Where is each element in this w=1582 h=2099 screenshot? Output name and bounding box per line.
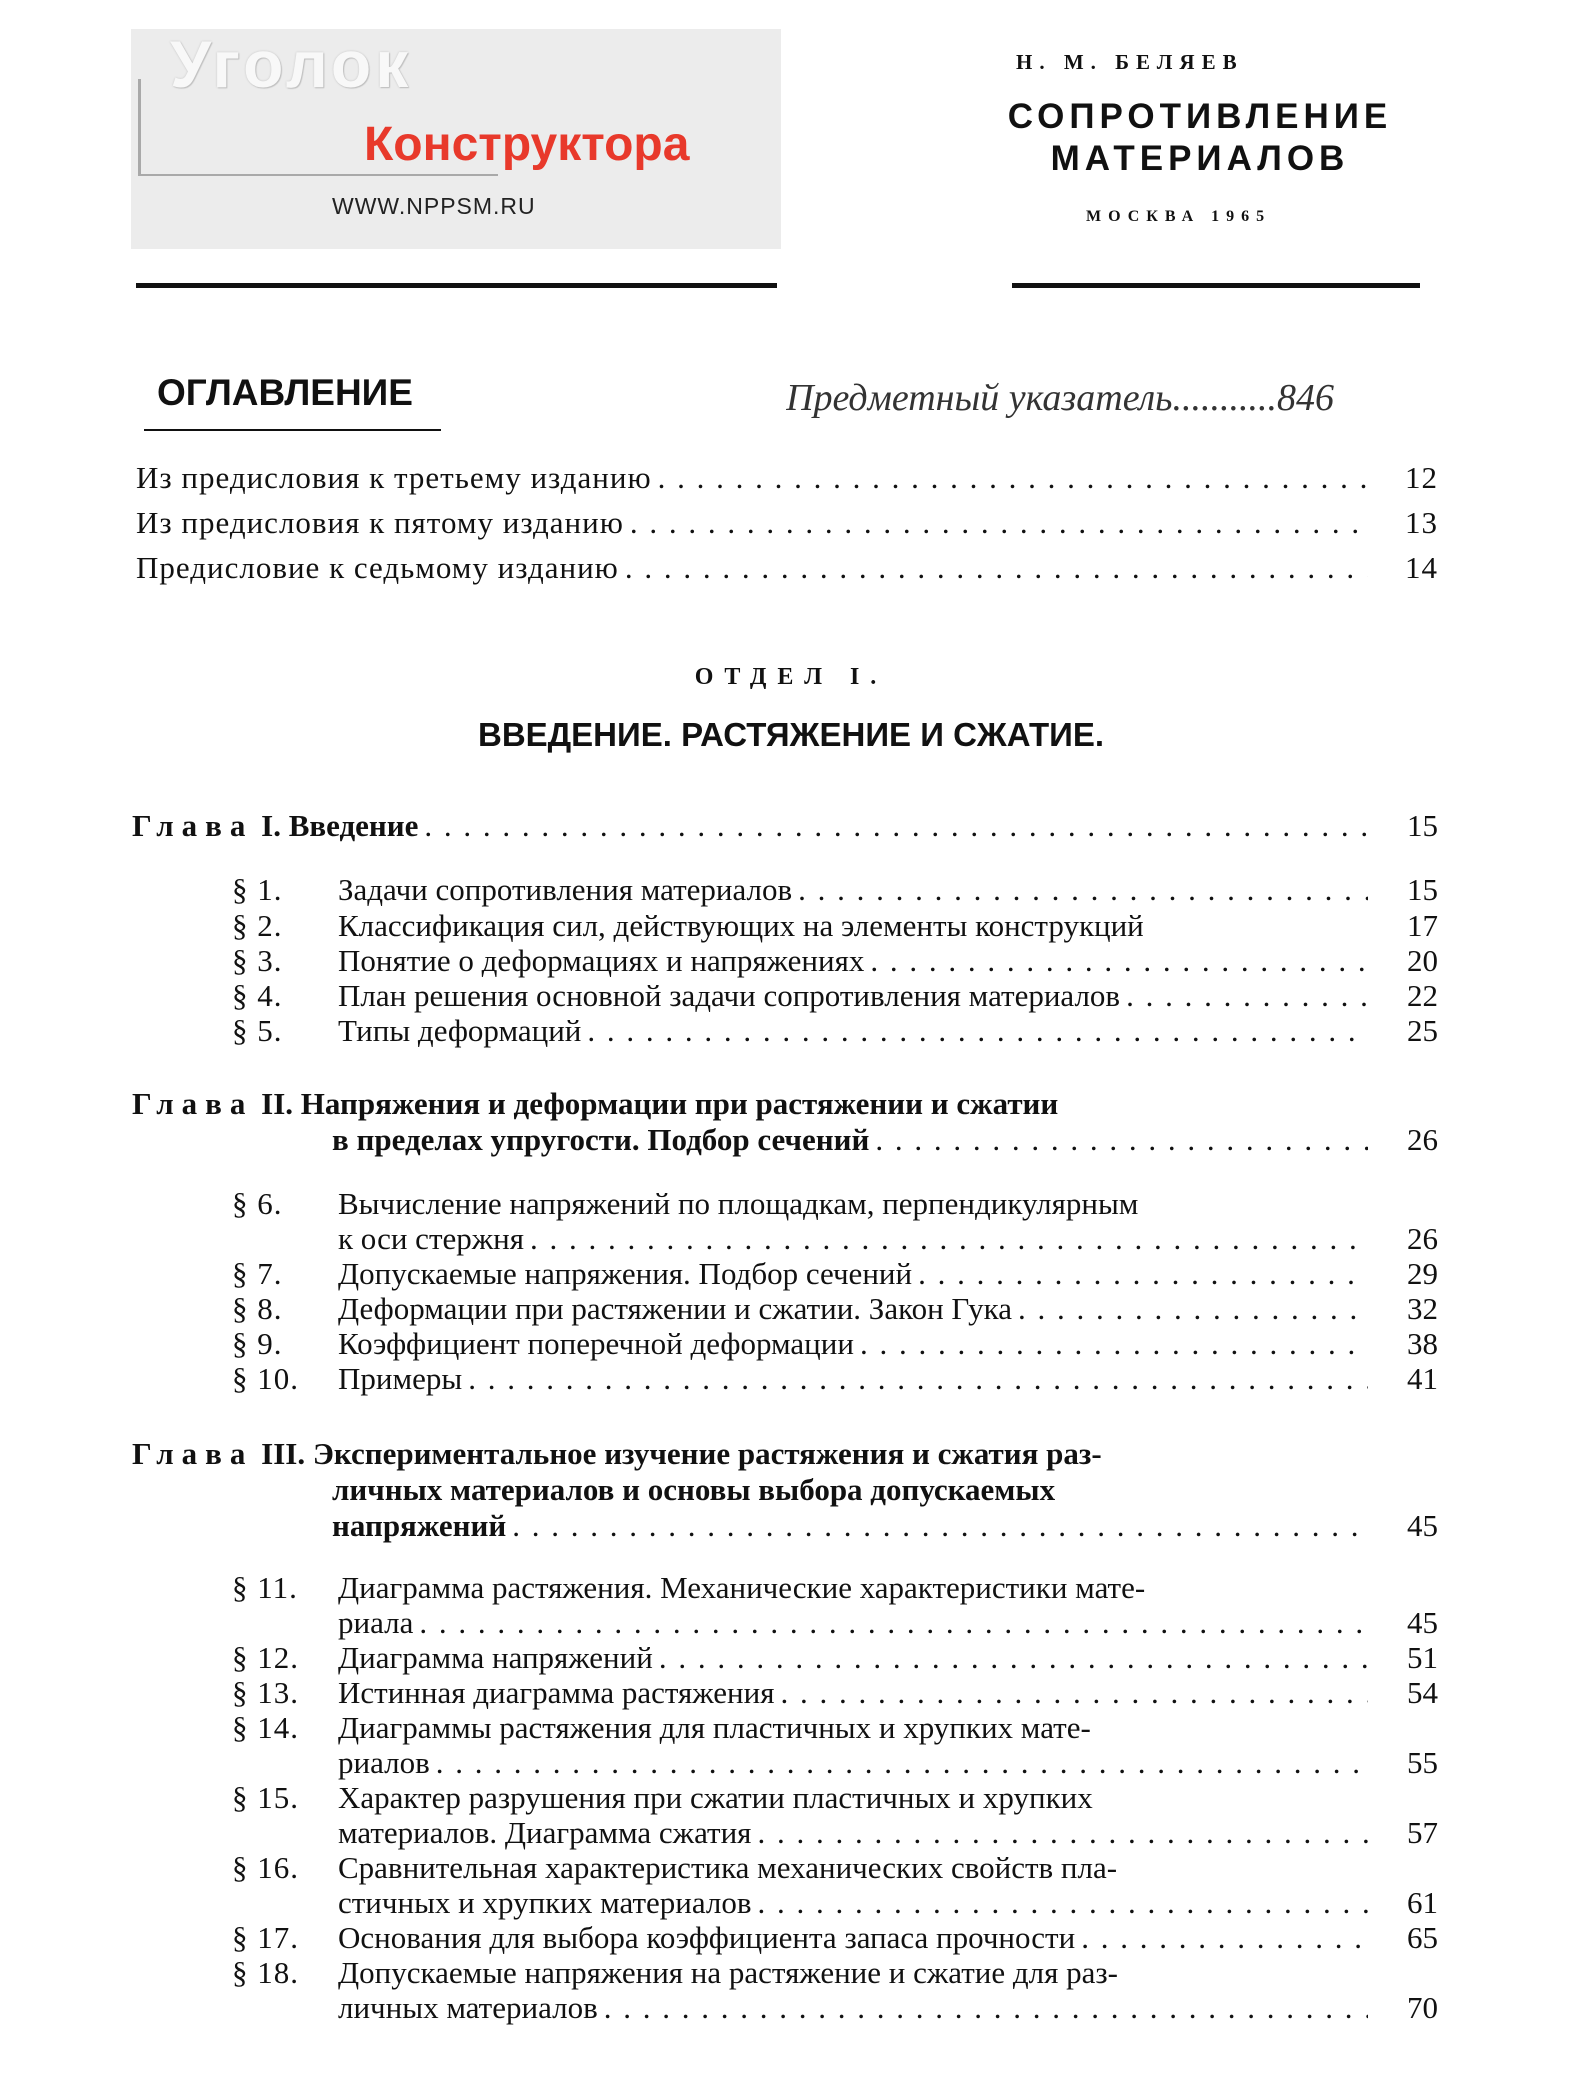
chapter-title-line2: личных материалов и основы выбора допускаемых bbox=[332, 1472, 1056, 1507]
section-label: ОТДЕЛ I. bbox=[694, 664, 888, 690]
toc-paragraph-13[interactable] bbox=[232, 1675, 1438, 1710]
chapter-page: 45 bbox=[1407, 1508, 1438, 1543]
toc-entry-preface-5[interactable] bbox=[136, 505, 1438, 540]
toc-paragraph-14[interactable] bbox=[232, 1710, 1438, 1745]
toc-paragraph-5[interactable] bbox=[232, 1013, 1438, 1048]
chapter-title-line1: Экспериментальное изучение растяжения и сжатия раз- bbox=[312, 1436, 1102, 1471]
toc-paragraph-18[interactable] bbox=[232, 1955, 1438, 1990]
paragraph-page: 41 bbox=[1407, 1361, 1438, 1396]
paragraph-title: Основания для выбора коэффициента запаса прочности bbox=[338, 1920, 1076, 1955]
paragraph-page: 51 bbox=[1407, 1640, 1438, 1675]
toc-paragraph-1[interactable] bbox=[232, 872, 1438, 907]
toc-chapter-3-cont[interactable] bbox=[332, 1508, 1438, 1543]
toc-paragraph-3[interactable] bbox=[232, 943, 1438, 978]
logo-divider bbox=[138, 79, 141, 176]
toc-paragraph-16-cont[interactable] bbox=[338, 1885, 1438, 1920]
toc-heading-underline bbox=[144, 429, 441, 431]
toc-paragraph-6[interactable] bbox=[232, 1186, 1438, 1221]
paragraph-number: § 4. bbox=[232, 978, 283, 1013]
toc-paragraph-6-cont[interactable] bbox=[338, 1221, 1438, 1256]
paragraph-title: Задачи сопротивления материалов bbox=[338, 872, 793, 907]
subject-index-link[interactable]: Предметный указатель...........846 bbox=[786, 377, 1334, 419]
chapter-number: I. bbox=[261, 808, 281, 843]
paragraph-title-line2: риала bbox=[338, 1605, 414, 1640]
paragraph-page: 57 bbox=[1407, 1815, 1438, 1850]
paragraph-title: Истинная диаграмма растяжения bbox=[338, 1675, 775, 1710]
toc-paragraph-7[interactable] bbox=[232, 1256, 1438, 1291]
paragraph-number: § 3. bbox=[232, 943, 283, 978]
paragraph-number: § 14. bbox=[232, 1710, 299, 1745]
entry-title: Предисловие к седьмому изданию bbox=[136, 550, 619, 585]
paragraph-number: § 9. bbox=[232, 1326, 283, 1361]
chapter-label: Глава bbox=[132, 808, 254, 843]
paragraph-page: 22 bbox=[1407, 978, 1438, 1013]
toc-paragraph-8[interactable] bbox=[232, 1291, 1438, 1326]
toc-paragraph-10[interactable] bbox=[232, 1361, 1438, 1396]
toc-chapter-3[interactable] bbox=[132, 1436, 1438, 1471]
paragraph-title: Диаграмма напряжений bbox=[338, 1640, 653, 1675]
entry-title: Из предисловия к третьему изданию bbox=[136, 460, 652, 495]
paragraph-number: § 11. bbox=[232, 1570, 298, 1605]
toc-paragraph-15[interactable] bbox=[232, 1780, 1438, 1815]
paragraph-title-line1: Диаграмма растяжения. Механические характеристики мате- bbox=[338, 1570, 1146, 1605]
book-city-year: МОСКВА 1965 bbox=[1086, 208, 1272, 225]
entry-page: 13 bbox=[1405, 505, 1438, 540]
paragraph-page: 61 bbox=[1407, 1885, 1438, 1920]
paragraph-title: Допускаемые напряжения. Подбор сечений bbox=[338, 1256, 913, 1291]
paragraph-number: § 17. bbox=[232, 1920, 299, 1955]
entry-page: 14 bbox=[1405, 550, 1438, 585]
paragraph-title-line1: Характер разрушения при сжатии пластичных и хрупких bbox=[338, 1780, 1093, 1815]
paragraph-title: Типы деформаций bbox=[338, 1013, 582, 1048]
entry-page: 12 bbox=[1405, 460, 1438, 495]
toc-paragraph-14-cont[interactable] bbox=[338, 1745, 1438, 1780]
paragraph-title: Примеры bbox=[338, 1361, 463, 1396]
paragraph-title-line1: Сравнительная характеристика механических свойств пла- bbox=[338, 1850, 1118, 1885]
chapter-number: II. bbox=[261, 1086, 294, 1121]
paragraph-title-line1: Вычисление напряжений по площадкам, перпендикулярным bbox=[338, 1186, 1139, 1221]
paragraph-number: § 8. bbox=[232, 1291, 283, 1326]
toc-paragraph-15-cont[interactable] bbox=[338, 1815, 1438, 1850]
paragraph-page: 54 bbox=[1407, 1675, 1438, 1710]
paragraph-title: Коэффициент поперечной деформации bbox=[338, 1326, 854, 1361]
toc-entry-preface-7[interactable] bbox=[136, 550, 1438, 585]
toc-entry-preface-3[interactable] bbox=[136, 460, 1438, 495]
book-title-line2: МАТЕРИАЛОВ bbox=[1050, 139, 1350, 178]
header-rule-right bbox=[1012, 283, 1420, 288]
paragraph-title: План решения основной задачи сопротивления материалов bbox=[338, 978, 1121, 1013]
book-author: Н. М. БЕЛЯЕВ bbox=[1016, 50, 1244, 74]
section-title: ВВЕДЕНИЕ. РАСТЯЖЕНИЕ И СЖАТИЕ. bbox=[477, 716, 1105, 753]
logo-main-text: Конструктора bbox=[364, 118, 690, 171]
paragraph-page: 15 bbox=[1407, 872, 1438, 907]
toc-paragraph-2[interactable] bbox=[232, 908, 1438, 943]
paragraph-page: 32 bbox=[1407, 1291, 1438, 1326]
paragraph-number: § 10. bbox=[232, 1361, 299, 1396]
paragraph-number: § 16. bbox=[232, 1850, 299, 1885]
chapter-label: Глава bbox=[132, 1086, 254, 1121]
toc-chapter-1[interactable] bbox=[132, 808, 1438, 843]
paragraph-title-line2: стичных и хрупких материалов bbox=[338, 1885, 752, 1920]
paragraph-page: 70 bbox=[1407, 1990, 1438, 2025]
paragraph-title: Понятие о деформациях и напряжениях bbox=[338, 943, 865, 978]
toc-paragraph-11-cont[interactable] bbox=[338, 1605, 1438, 1640]
paragraph-title: Классификация сил, действующих на элементы конструкций bbox=[338, 908, 1144, 943]
toc-heading: ОГЛАВЛЕНИЕ bbox=[157, 372, 413, 413]
toc-paragraph-17[interactable] bbox=[232, 1920, 1438, 1955]
book-title-line1: СОПРОТИВЛЕНИЕ bbox=[1007, 97, 1393, 136]
paragraph-title-line1: Допускаемые напряжения на растяжение и сжатие для раз- bbox=[338, 1955, 1118, 1990]
paragraph-title-line2: личных материалов bbox=[338, 1990, 598, 2025]
paragraph-page: 55 bbox=[1407, 1745, 1438, 1780]
chapter-page: 15 bbox=[1407, 808, 1438, 843]
paragraph-title-line2: к оси стержня bbox=[338, 1221, 525, 1256]
paragraph-page: 25 bbox=[1407, 1013, 1438, 1048]
entry-title: Из предисловия к пятому изданию bbox=[136, 505, 624, 540]
paragraph-page: 29 bbox=[1407, 1256, 1438, 1291]
paragraph-number: § 13. bbox=[232, 1675, 299, 1710]
paragraph-page: 26 bbox=[1407, 1221, 1438, 1256]
chapter-number: III. bbox=[261, 1436, 306, 1471]
toc-paragraph-4[interactable] bbox=[232, 978, 1438, 1013]
chapter-title-line2: в пределах упругости. Подбор сечений bbox=[332, 1122, 870, 1157]
paragraph-number: § 15. bbox=[232, 1780, 299, 1815]
paragraph-page: 38 bbox=[1407, 1326, 1438, 1361]
toc-paragraph-12[interactable] bbox=[232, 1640, 1438, 1675]
chapter-page: 26 bbox=[1407, 1122, 1438, 1157]
chapter-title: Введение bbox=[288, 808, 419, 843]
paragraph-number: § 1. bbox=[232, 872, 283, 907]
toc-chapter-2[interactable] bbox=[132, 1086, 1438, 1121]
paragraph-page: 65 bbox=[1407, 1920, 1438, 1955]
chapter-title-line3: напряжений bbox=[332, 1508, 507, 1543]
toc-paragraph-11[interactable] bbox=[232, 1570, 1438, 1605]
paragraph-title-line2: риалов bbox=[338, 1745, 430, 1780]
chapter-label: Глава bbox=[132, 1436, 254, 1471]
header-rule-left bbox=[136, 283, 777, 288]
book-title bbox=[980, 96, 1420, 180]
toc-paragraph-9[interactable] bbox=[232, 1326, 1438, 1361]
paragraph-title: Деформации при растяжении и сжатии. Закон Гука bbox=[338, 1291, 1013, 1326]
paragraph-page: 17 bbox=[1407, 908, 1438, 943]
logo-url[interactable]: WWW.NPPSM.RU bbox=[332, 193, 536, 219]
logo-top-text: Уголок bbox=[170, 27, 413, 101]
logo-underline bbox=[138, 174, 498, 176]
paragraph-page: 45 bbox=[1407, 1605, 1438, 1640]
paragraph-number: § 12. bbox=[232, 1640, 299, 1675]
paragraph-number: § 5. bbox=[232, 1013, 283, 1048]
paragraph-page: 20 bbox=[1407, 943, 1438, 978]
toc-paragraph-16[interactable] bbox=[232, 1850, 1438, 1885]
paragraph-number: § 2. bbox=[232, 908, 283, 943]
paragraph-number: § 7. bbox=[232, 1256, 283, 1291]
chapter-title-line1: Напряжения и деформации при растяжении и сжатии bbox=[300, 1086, 1059, 1121]
toc-paragraph-18-cont[interactable] bbox=[338, 1990, 1438, 2025]
paragraph-number: § 18. bbox=[232, 1955, 299, 1990]
toc-chapter-2-cont[interactable] bbox=[332, 1122, 1438, 1157]
paragraph-title-line2: материалов. Диаграмма сжатия bbox=[338, 1815, 752, 1850]
paragraph-title-line1: Диаграммы растяжения для пластичных и хрупких мате- bbox=[338, 1710, 1091, 1745]
paragraph-number: § 6. bbox=[232, 1186, 283, 1221]
